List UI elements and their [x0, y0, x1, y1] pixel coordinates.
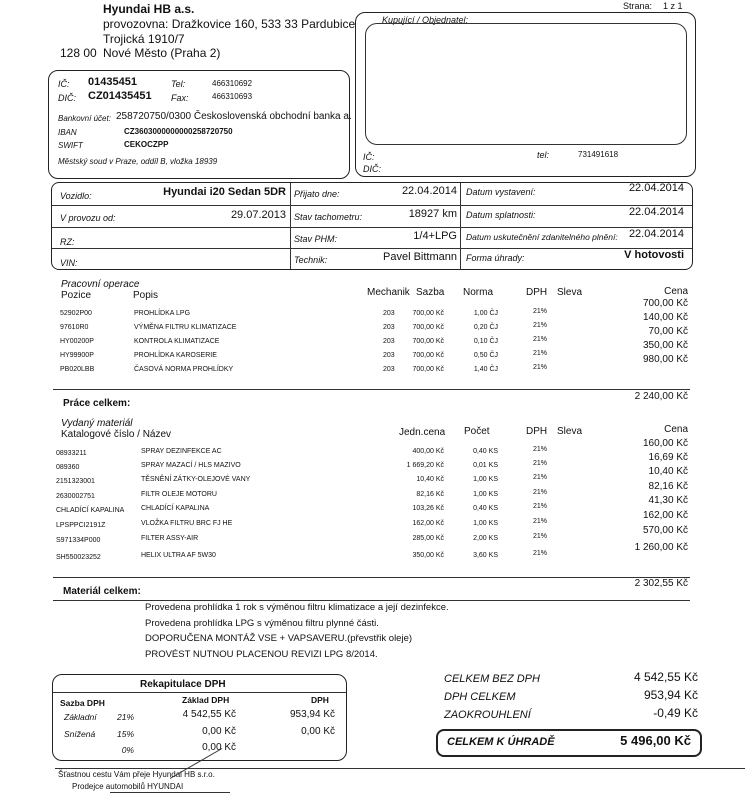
work-row-sazba: 700,00 Kč — [412, 310, 444, 317]
recap-row-zaklad: 0,00 Kč — [202, 742, 236, 753]
customer-address-field[interactable] — [365, 23, 687, 145]
material-row-pocet: 1,00 KS — [473, 520, 498, 527]
work-h-dph: DPH — [526, 287, 548, 298]
material-row-cena: 41,30 Kč — [648, 495, 688, 506]
seller-street: Trojická 1910/7 — [103, 32, 185, 46]
work-row-popis: ČASOVÁ NORMA PROHLÍDKY — [134, 366, 234, 373]
material-row-jedn: 103,26 Kč — [412, 505, 444, 512]
total-bez-label: CELKEM BEZ DPH — [444, 673, 540, 685]
material-row-dph: 21% — [533, 489, 548, 496]
material-row-kod: S971334P000 — [56, 537, 101, 544]
material-row-nazev: CHLADÍCÍ KAPALINA — [141, 505, 210, 512]
material-row-jedn: 350,00 Kč — [412, 552, 444, 559]
total-zaokr-label: ZAOKROUHLENÍ — [444, 709, 531, 721]
total-bez-value: 4 542,55 Kč — [633, 670, 698, 684]
work-row-cena: 140,00 Kč — [642, 312, 688, 323]
recap-row-rate: 15% — [116, 729, 134, 739]
material-row-cena: 10,40 Kč — [648, 466, 688, 477]
work-row-dph: 21% — [533, 336, 548, 343]
fax-value: 466310693 — [212, 92, 253, 101]
material-row-cena: 162,00 Kč — [642, 510, 688, 521]
material-row-dph: 21% — [533, 460, 548, 467]
total-dph-value: 953,94 Kč — [643, 688, 698, 702]
work-row-cena: 350,00 Kč — [642, 340, 688, 351]
material-row-dph: 21% — [533, 550, 548, 557]
recap-row-dph: 0,00 Kč — [301, 726, 335, 737]
iban-value: CZ3603000000000258720750 — [124, 127, 233, 136]
swift-value: CEKOCZPP — [124, 140, 169, 149]
dic-label: DIČ: — [58, 93, 76, 103]
material-row-pocet: 3,60 KS — [473, 552, 498, 559]
customer-ic-label: IČ: — [363, 152, 375, 162]
material-row-jedn: 82,16 Kč — [416, 491, 444, 498]
uhrada-value: V hotovosti — [624, 249, 684, 261]
work-total-value: 2 240,00 Kč — [634, 391, 688, 402]
material-section-title: Vydaný materiál — [61, 418, 133, 429]
tacho-value: 18927 km — [408, 208, 457, 220]
dic-value: CZ01435451 — [88, 90, 152, 102]
total-zaokr-value: -0,49 Kč — [653, 706, 698, 720]
recap-row-rate: 0% — [121, 745, 134, 755]
seller-zip: 128 00 — [60, 46, 97, 60]
material-divider — [53, 577, 690, 578]
work-total-label: Práce celkem: — [63, 398, 131, 409]
material-row-nazev: VLOŽKA FILTRU BRC FJ HE — [141, 520, 233, 527]
total-uhrada-value: 5 496,00 Kč — [620, 733, 691, 748]
technik-value: Pavel Bittmann — [383, 251, 457, 263]
footer-line-2: Prodejce automobilů HYUNDAI — [72, 782, 184, 791]
total-dph-label: DPH CELKEM — [444, 691, 516, 703]
material-h-katalog: Katalogové číslo / Název — [61, 429, 172, 440]
work-row-popis: PROHLÍDKA LPG — [134, 310, 191, 317]
footer-divider — [55, 768, 745, 769]
material-row-jedn: 10,40 Kč — [416, 476, 444, 483]
material-row-pocet: 2,00 KS — [473, 535, 498, 542]
splatnosti-label: Datum splatnosti: — [466, 210, 536, 220]
tacho-label: Stav tachometru: — [294, 212, 363, 222]
work-section-title: Pracovní operace — [61, 279, 140, 290]
material-total-label: Materiál celkem: — [63, 586, 141, 597]
material-row-pocet: 0,40 KS — [473, 505, 498, 512]
splatnosti-value: 22.04.2014 — [628, 206, 684, 218]
recap-title: Rekapitulace DPH — [140, 679, 226, 690]
material-row-nazev: FILTR OLEJE MOTORU — [141, 491, 217, 498]
work-row-mechanik: 203 — [383, 338, 395, 345]
material-row-dph: 21% — [533, 474, 548, 481]
material-row-pocet: 0,01 KS — [473, 462, 498, 469]
work-row-cena: 980,00 Kč — [642, 354, 688, 365]
material-row-kod: 089360 — [56, 464, 80, 471]
work-row-dph: 21% — [533, 350, 548, 357]
bank-value: 258720750/0300 Československá obchodní banka a. — [116, 111, 352, 122]
material-row-pocet: 1,00 KS — [473, 476, 498, 483]
page-label: Strana: — [623, 1, 653, 11]
material-h-pocet: Počet — [464, 426, 490, 437]
ic-label: IČ: — [58, 79, 70, 89]
provoz-value: 29.07.2013 — [230, 209, 286, 221]
work-row-norma: 1,40 ČJ — [473, 366, 498, 373]
recap-row-name: Základní — [64, 712, 97, 722]
material-row-kod: LPSPPCI2191Z — [56, 522, 106, 529]
work-row-dph: 21% — [533, 364, 548, 371]
material-row-cena: 1 260,00 Kč — [634, 542, 688, 553]
work-row-popis: PROHLÍDKA KAROSERIE — [134, 352, 217, 359]
customer-title: Kupující / Objednatel: — [382, 15, 469, 25]
recap-row-rate: 21% — [116, 712, 134, 722]
material-row-pocet: 0,40 KS — [473, 448, 498, 455]
recap-row-dph: 953,94 Kč — [289, 709, 335, 720]
prijato-label: Přijato dne: — [294, 189, 340, 199]
note-2: Provedena prohlídka LPG s výměnou filtru plynné části. — [145, 618, 379, 629]
work-row-popis: VÝMĚNA FILTRU KLIMATIZACE — [134, 324, 237, 331]
material-total-value: 2 302,55 Kč — [634, 578, 688, 589]
work-h-cena: Cena — [664, 286, 688, 297]
recap-row-name: Snížená — [64, 729, 96, 739]
vozidlo-label: Vozidlo: — [60, 191, 92, 201]
work-h-norma: Norma — [463, 287, 494, 298]
rz-label: RZ: — [60, 237, 75, 247]
footer-line-1: Šťastnou cestu Vám přeje Hyundai HB s.r.o. — [58, 770, 215, 779]
work-row-norma: 1,00 ČJ — [473, 310, 498, 317]
recap-h-dph: DPH — [311, 695, 329, 705]
phm-value: 1/4+LPG — [413, 230, 457, 242]
material-row-nazev: HELIX ULTRA AF 5W30 — [141, 552, 216, 559]
work-row-cena: 700,00 Kč — [642, 298, 688, 309]
iban-label: IBAN — [58, 128, 77, 137]
material-row-jedn: 400,00 Kč — [412, 448, 444, 455]
recap-h-zaklad: Základ DPH — [182, 695, 230, 705]
signature-line — [110, 792, 230, 793]
material-row-nazev: SPRAY MAZACÍ / HLS MAZIVO — [141, 462, 241, 469]
material-h-sleva: Sleva — [557, 426, 583, 437]
work-row-mechanik: 203 — [383, 352, 395, 359]
material-row-cena: 570,00 Kč — [642, 525, 688, 536]
material-row-jedn: 1 669,20 Kč — [406, 462, 444, 469]
bank-label: Bankovní účet: — [58, 114, 111, 123]
vozidlo-value: Hyundai i20 Sedan 5DR — [163, 186, 286, 198]
material-row-nazev: FILTER ASSY-AIR — [141, 535, 199, 542]
work-row-dph: 21% — [533, 308, 548, 315]
recap-row-zaklad: 4 542,55 Kč — [182, 709, 236, 720]
work-row-popis: KONTROLA KLIMATIZACE — [134, 338, 220, 345]
work-row-pozice: HY00200P — [60, 338, 94, 345]
work-row-pozice: 97610R0 — [60, 324, 89, 331]
note-4: PROVÉST NUTNOU PLACENOU REVIZI LPG 8/2014. — [145, 649, 378, 660]
recap-h-sazba: Sazba DPH — [60, 698, 105, 708]
customer-dic-label: DIČ: — [363, 164, 381, 174]
work-row-sazba: 700,00 Kč — [412, 324, 444, 331]
work-row-mechanik: 203 — [383, 366, 395, 373]
material-h-cena: Cena — [664, 424, 688, 435]
work-h-sleva: Sleva — [557, 287, 583, 298]
material-row-kod: SH550023252 — [56, 554, 101, 561]
page-number: 1 z 1 — [663, 1, 683, 11]
material-row-cena: 160,00 Kč — [642, 438, 688, 449]
note-1: Provedena prohlídka 1 rok s výměnou filtru klimatizace a její dezinfekce. — [145, 602, 449, 613]
material-row-dph: 21% — [533, 446, 548, 453]
material-row-kod: 2151323001 — [56, 478, 95, 485]
work-row-norma: 0,10 ČJ — [473, 338, 498, 345]
work-h-pozice: Pozice — [61, 290, 92, 301]
uhrada-label: Forma úhrady: — [466, 253, 525, 263]
fax-label: Fax: — [171, 93, 189, 103]
material-h-dph: DPH — [526, 426, 548, 437]
ic-value: 01435451 — [88, 76, 137, 88]
material-row-dph: 21% — [533, 518, 548, 525]
phm-label: Stav PHM: — [294, 234, 338, 244]
seller-city: Nové Město (Praha 2) — [103, 46, 221, 60]
material-row-dph: 21% — [533, 503, 548, 510]
material-row-cena: 82,16 Kč — [648, 481, 688, 492]
customer-tel-value: 731491618 — [578, 150, 619, 159]
tel-label: Tel: — [171, 79, 186, 89]
work-h-popis: Popis — [133, 290, 159, 301]
work-h-mechanik: Mechanik — [367, 287, 410, 298]
material-row-pocet: 1,00 KS — [473, 491, 498, 498]
plneni-value: 22.04.2014 — [628, 228, 684, 240]
work-row-mechanik: 203 — [383, 324, 395, 331]
material-h-jedn: Jedn.cena — [399, 427, 446, 438]
work-row-pozice: PB020LBB — [60, 366, 95, 373]
material-row-kod: 2630002751 — [56, 493, 95, 500]
work-row-cena: 70,00 Kč — [648, 326, 688, 337]
work-row-sazba: 700,00 Kč — [412, 366, 444, 373]
work-row-pozice: 52902P00 — [60, 310, 92, 317]
work-h-sazba: Sazba — [416, 287, 445, 298]
work-row-mechanik: 203 — [383, 310, 395, 317]
technik-label: Technik: — [294, 255, 328, 265]
work-row-pozice: HY99900P — [60, 352, 94, 359]
note-3: DOPORUČENA MONTÁŽ VSE + VAPSAVERU.(převstřik oleje) — [145, 633, 413, 644]
work-divider — [53, 389, 690, 390]
material-row-jedn: 162,00 Kč — [412, 520, 444, 527]
notes-top-divider — [53, 600, 690, 601]
provoz-label: V provozu od: — [60, 213, 116, 223]
seller-name: Hyundai HB a.s. — [103, 2, 195, 16]
recap-row-zaklad: 0,00 Kč — [202, 726, 236, 737]
material-row-cena: 16,69 Kč — [648, 452, 688, 463]
work-row-dph: 21% — [533, 322, 548, 329]
material-row-nazev: SPRAY DEZINFEKCE AC — [141, 448, 222, 455]
vystaveni-value: 22.04.2014 — [628, 182, 684, 194]
tel-value: 466310692 — [212, 79, 253, 88]
material-row-dph: 21% — [533, 533, 548, 540]
work-row-sazba: 700,00 Kč — [412, 352, 444, 359]
register-note: Městský soud v Praze, oddíl B, vložka 18939 — [58, 157, 218, 166]
material-row-nazev: TĚSNĚNÍ ZÁTKY-OLEJOVÉ VANY — [141, 476, 251, 483]
customer-tel-label: tel: — [537, 150, 550, 160]
work-row-sazba: 700,00 Kč — [412, 338, 444, 345]
material-row-kod: 08933211 — [56, 450, 87, 457]
vin-label: VIN: — [60, 258, 78, 268]
plneni-label: Datum uskutečnění zdanitelného plnění: — [466, 232, 618, 242]
material-row-jedn: 285,00 Kč — [412, 535, 444, 542]
material-row-kod: CHLADÍCÍ KAPALINA — [56, 507, 125, 514]
vystaveni-label: Datum vystavení: — [466, 187, 536, 197]
seller-branch: provozovna: Dražkovice 160, 533 33 Pardubice — [103, 17, 356, 31]
swift-label: SWIFT — [58, 141, 83, 150]
total-uhrada-label: CELKEM K ÚHRADĚ — [447, 736, 555, 748]
prijato-value: 22.04.2014 — [401, 185, 457, 197]
work-row-norma: 0,50 ČJ — [473, 352, 498, 359]
work-row-norma: 0,20 ČJ — [473, 324, 498, 331]
